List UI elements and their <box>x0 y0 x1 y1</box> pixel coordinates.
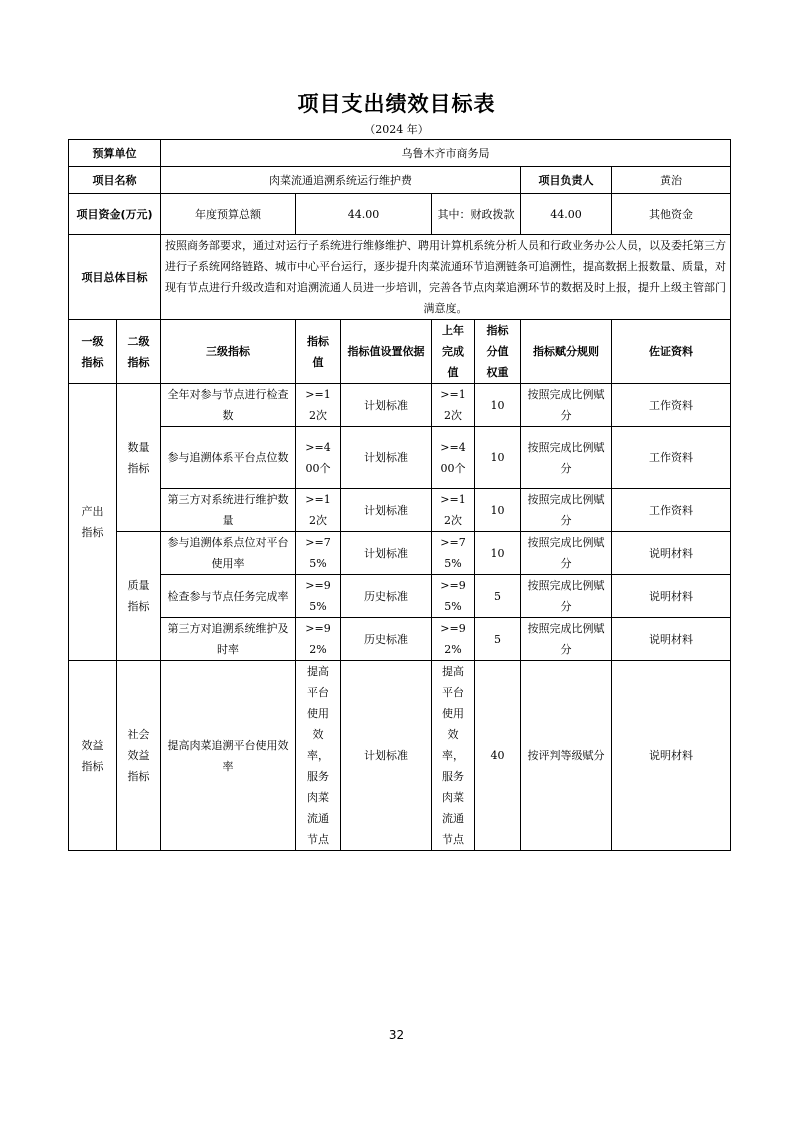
budget-unit-value: 乌鲁木齐市商务局 <box>161 140 731 167</box>
indicator-weight: 5 <box>475 575 521 618</box>
header-last-year: 上年完成值 <box>432 320 475 384</box>
group-benefit: 效益指标 <box>69 661 117 851</box>
performance-table <box>68 139 731 851</box>
year-label: （2024 年） <box>364 123 429 136</box>
indicator-evidence: 说明材料 <box>612 532 731 575</box>
indicator-evidence: 说明材料 <box>612 618 731 661</box>
page-title: 项目支出绩效目标表 <box>297 92 496 116</box>
header-weight: 指标分值权重 <box>475 320 521 384</box>
header-target: 指标值 <box>296 320 341 384</box>
annual-budget-value: 44.00 <box>296 194 432 235</box>
indicator-last: >=12次 <box>432 489 475 532</box>
indicator-weight: 10 <box>475 427 521 489</box>
group-social: 社会效益指标 <box>117 661 161 851</box>
indicator-target: >=12次 <box>296 489 341 532</box>
indicator-weight: 10 <box>475 532 521 575</box>
header-basis: 指标值设置依据 <box>341 320 432 384</box>
project-name-value: 肉菜流通追溯系统运行维护费 <box>161 167 521 194</box>
table-row <box>69 532 731 575</box>
overall-goal-label: 项目总体目标 <box>69 235 161 320</box>
header-level3: 三级指标 <box>161 320 296 384</box>
table-row <box>69 618 731 661</box>
annual-budget-label: 年度预算总额 <box>161 194 296 235</box>
indicator-evidence: 工作资料 <box>612 384 731 427</box>
header-rule: 指标赋分规则 <box>521 320 612 384</box>
indicator-target: >=12次 <box>296 384 341 427</box>
table-row <box>69 661 731 851</box>
indicator-rule: 按照完成比例赋分 <box>521 384 612 427</box>
indicator-weight: 5 <box>475 618 521 661</box>
indicator-rule: 按照完成比例赋分 <box>521 575 612 618</box>
indicator-last: 提高平台使用效率，服务肉菜流通节点 <box>432 661 475 851</box>
indicator-last: >=95% <box>432 575 475 618</box>
other-funds-label: 其他资金 <box>612 194 731 235</box>
indicator-rule: 按照完成比例赋分 <box>521 489 612 532</box>
indicator-name: 全年对参与节点进行检查数 <box>161 384 296 427</box>
indicator-target: >=75% <box>296 532 341 575</box>
indicator-weight: 10 <box>475 489 521 532</box>
group-quantity: 数量指标 <box>117 384 161 532</box>
indicator-last: >=400个 <box>432 427 475 489</box>
budget-unit-label: 预算单位 <box>69 140 161 167</box>
indicator-last: >=12次 <box>432 384 475 427</box>
group-quality: 质量指标 <box>117 532 161 661</box>
indicator-basis: 计划标准 <box>341 532 432 575</box>
header-evidence: 佐证资料 <box>612 320 731 384</box>
indicator-evidence: 说明材料 <box>612 575 731 618</box>
header-level2: 二级指标 <box>117 320 161 384</box>
indicator-weight: 10 <box>475 384 521 427</box>
indicator-name: 第三方对系统进行维护数量 <box>161 489 296 532</box>
fiscal-funds-value: 44.00 <box>521 194 612 235</box>
table-row <box>69 489 731 532</box>
fiscal-funds-label: 其中：财政拨款 <box>432 194 521 235</box>
indicator-basis: 历史标准 <box>341 618 432 661</box>
table-row <box>69 575 731 618</box>
project-lead-value: 黄治 <box>612 167 731 194</box>
project-lead-label: 项目负责人 <box>521 167 612 194</box>
indicator-target: >=92% <box>296 618 341 661</box>
indicator-basis: 计划标准 <box>341 661 432 851</box>
table-row <box>69 384 731 427</box>
indicator-evidence: 工作资料 <box>612 489 731 532</box>
page-number: 32 <box>388 1028 405 1042</box>
indicator-target: >=400个 <box>296 427 341 489</box>
indicator-name: 提高肉菜追溯平台使用效率 <box>161 661 296 851</box>
indicator-evidence: 工作资料 <box>612 427 731 489</box>
indicator-last: >=92% <box>432 618 475 661</box>
indicator-basis: 计划标准 <box>341 489 432 532</box>
indicator-name: 参与追溯体系平台点位数 <box>161 427 296 489</box>
group-output: 产出指标 <box>69 384 117 661</box>
project-name-label: 项目名称 <box>69 167 161 194</box>
overall-goal-text: 按照商务部要求，通过对运行子系统进行维修维护、聘用计算机系统分析人员和行政业务办公人员，以及委托第三方进行子系统网络链路、城市中心平台运行，逐步提升肉菜流通环节追溯链条可追溯性，提高数据上报数量、质量，对现有节点进行升级改造和对追溯流通人员进一步培训，完善各节点肉菜追溯环节的数据及时上报，提升上级主管部门满意度。 <box>161 235 731 320</box>
table-row <box>69 427 731 489</box>
indicator-basis: 计划标准 <box>341 427 432 489</box>
indicator-basis: 历史标准 <box>341 575 432 618</box>
indicator-name: 参与追溯体系点位对平台使用率 <box>161 532 296 575</box>
indicator-target: >=95% <box>296 575 341 618</box>
indicator-rule: 按照完成比例赋分 <box>521 618 612 661</box>
indicator-weight: 40 <box>475 661 521 851</box>
indicator-evidence: 说明材料 <box>612 661 731 851</box>
indicator-name: 检查参与节点任务完成率 <box>161 575 296 618</box>
indicator-basis: 计划标准 <box>341 384 432 427</box>
indicator-last: >=75% <box>432 532 475 575</box>
project-funds-label: 项目资金(万元) <box>69 194 161 235</box>
indicator-rule: 按评判等级赋分 <box>521 661 612 851</box>
indicator-target: 提高平台使用效率，服务肉菜流通节点 <box>296 661 341 851</box>
indicator-name: 第三方对追溯系统维护及时率 <box>161 618 296 661</box>
indicator-rule: 按照完成比例赋分 <box>521 427 612 489</box>
header-level1: 一级指标 <box>69 320 117 384</box>
indicator-rule: 按照完成比例赋分 <box>521 532 612 575</box>
